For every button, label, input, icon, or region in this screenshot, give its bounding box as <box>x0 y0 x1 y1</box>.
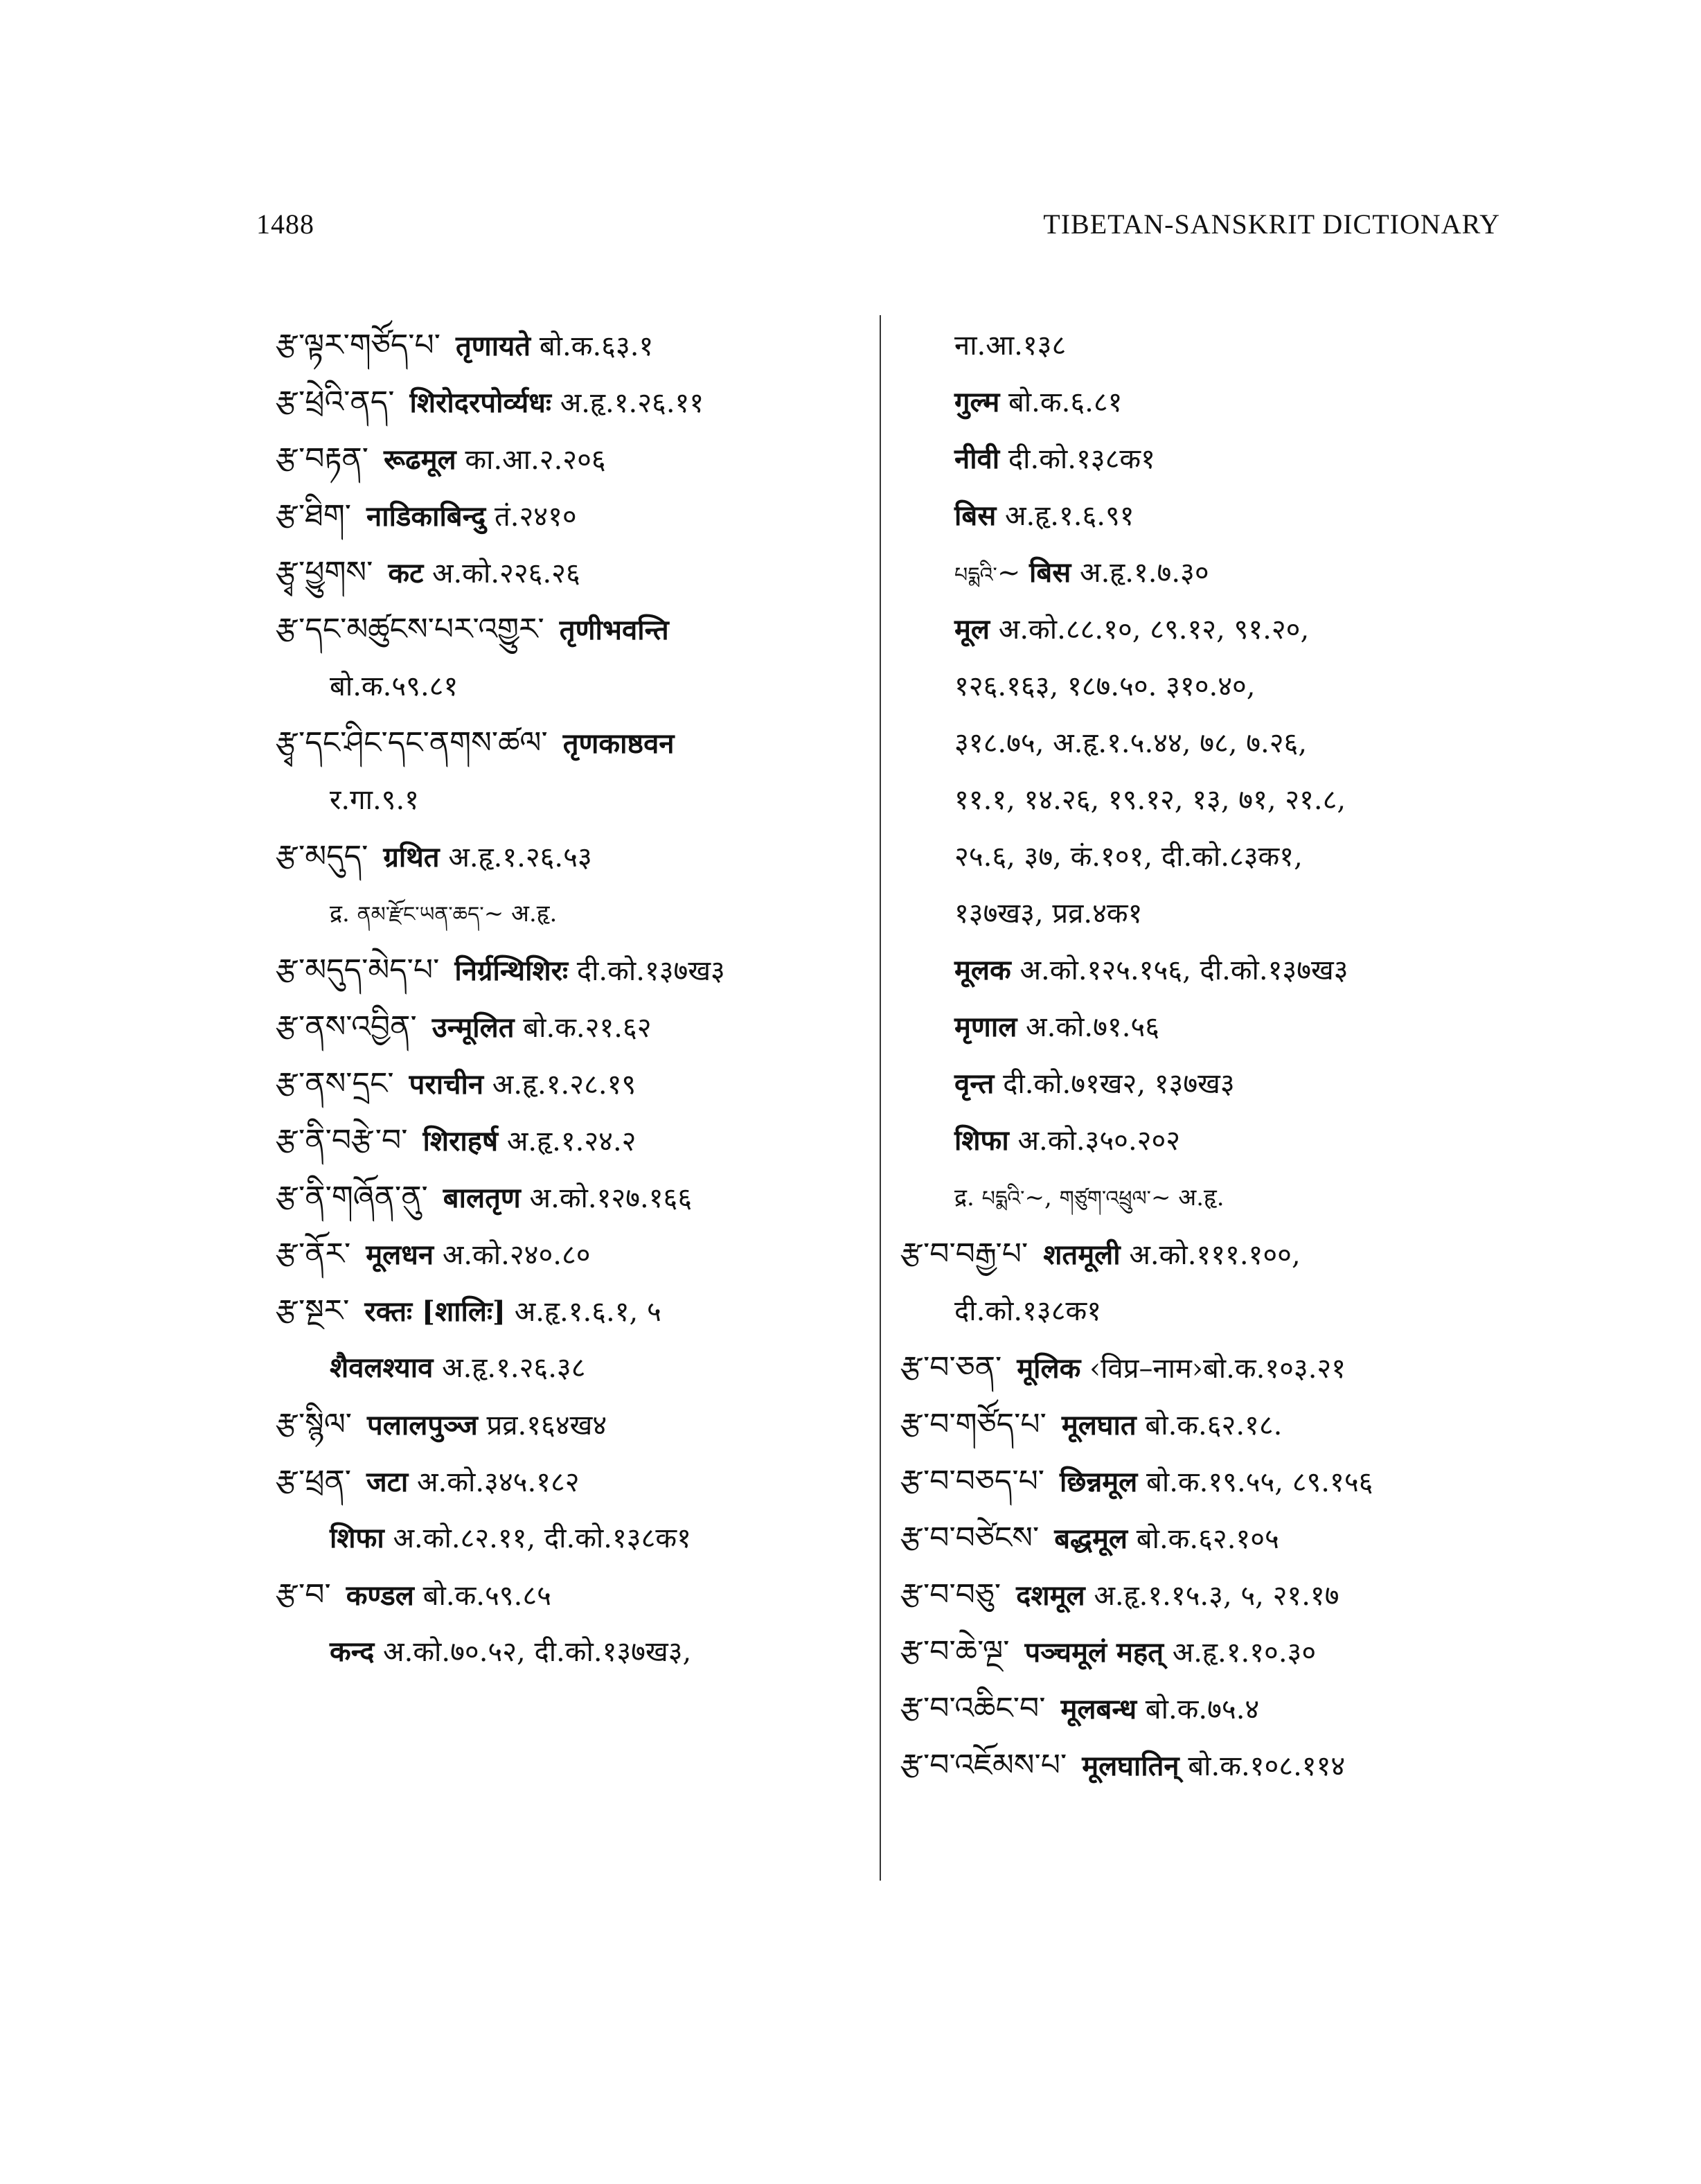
sanskrit-term: कट <box>388 557 424 589</box>
tilde-mark: ~ अ.हृ. <box>1150 1184 1224 1211</box>
dictionary-line <box>900 1453 1524 1510</box>
tibetan-term: རྩ་ལྟར་གཙོད་པ་ <box>276 328 440 363</box>
sanskrit-term: बिस <box>954 499 997 532</box>
dictionary-line <box>900 999 1524 1056</box>
sanskrit-term: रक्तः [शालिः] <box>364 1295 506 1328</box>
dictionary-line <box>276 1283 871 1340</box>
tibetan-term: རྩ་ནི་གཞོན་ནུ་ <box>276 1180 428 1215</box>
tibetan-term: རྩ་མདུད་ <box>276 839 368 874</box>
tibetan-term: རྩ་ནི་བརྩེ་བ་ <box>276 1123 408 1158</box>
sanskrit-term: तृणकाष्ठवन <box>562 727 675 760</box>
dictionary-line <box>276 544 871 601</box>
source-reference: अ.हृ.१.२६.३८ <box>442 1352 586 1384</box>
source-reference: अ.को.८८.१०, ८९.१२, ९१.२०, <box>998 614 1310 646</box>
sanskrit-term: उन्मूलित <box>431 1011 515 1044</box>
tibetan-term: རྩ་སྙིལ་ <box>276 1407 353 1442</box>
dictionary-line <box>276 1226 871 1283</box>
dictionary-line <box>276 1453 871 1510</box>
dictionary-line <box>900 828 1524 885</box>
dictionary-line <box>276 1567 871 1624</box>
dictionary-line <box>900 374 1524 431</box>
dictionary-line <box>276 1112 871 1169</box>
dictionary-line <box>276 772 871 828</box>
sanskrit-term: मृणाल <box>954 1011 1017 1043</box>
sanskrit-term: मूलक <box>954 954 1011 986</box>
dictionary-line <box>276 374 871 431</box>
sanskrit-term: शिफा <box>954 1124 1009 1157</box>
dictionary-line <box>276 1340 871 1396</box>
column-divider <box>880 315 881 1881</box>
sanskrit-term: बिस <box>1029 556 1071 589</box>
tibetan-term: པདྨའི་ <box>954 563 997 587</box>
source-reference: अ.हृ.१.२८.१९ <box>492 1069 636 1101</box>
sanskrit-term: मूलघात <box>1061 1409 1137 1441</box>
source-reference: अ.को.१११.१००, <box>1129 1239 1301 1271</box>
sanskrit-term: ग्रथित <box>383 841 440 873</box>
dictionary-line <box>900 1283 1524 1340</box>
source-reference: प्रव्र.१६४ख४ <box>486 1410 607 1441</box>
source-reference: अ.हृ.१.६.९१ <box>1004 500 1134 532</box>
dictionary-line <box>276 1169 871 1226</box>
sanskrit-term: मूलबन्ध <box>1060 1693 1137 1725</box>
tibetan-term: རྩ་བ་བཅད་པ་ <box>900 1464 1045 1499</box>
dictionary-line <box>900 1567 1524 1624</box>
source-reference: बो.क.५९.८१ <box>330 671 458 702</box>
source-reference: ३१८.७५, अ.हृ.१.५.४४, ७८, ७.२६, <box>954 727 1308 759</box>
tibetan-term: རྩ་བ་གཙོད་པ་ <box>900 1407 1047 1442</box>
source-reference: बो.क.१०८.११४ <box>1188 1750 1346 1782</box>
tibetan-term: རྩ་ནས་དྲང་ <box>276 1066 394 1101</box>
dictionary-line <box>900 601 1524 658</box>
source-reference: बो.क.५९.८५ <box>422 1580 551 1612</box>
source-reference: दी.को.७१ख२, १३७ख३ <box>1003 1068 1235 1100</box>
source-reference: दी.को.१३८क१ <box>1008 443 1155 475</box>
dictionary-line <box>276 942 871 999</box>
source-reference: अ.को.१२५.१५६, दी.को.१३७ख३ <box>1019 955 1348 986</box>
sanskrit-term: तृणीभवन्ति <box>559 614 669 646</box>
tibetan-term: རྩ་ཕྲེའི་ནད་ <box>276 384 395 420</box>
source-reference: अ.को.७०.५२, दी.को.१३७ख३, <box>383 1636 692 1668</box>
source-reference: अ.हृ.१.२४.२ <box>506 1126 636 1157</box>
sanskrit-term: कन्द <box>330 1635 375 1668</box>
source-reference: ‹विप्र–नाम›बो.क.१०३.२१ <box>1089 1353 1346 1385</box>
source-reference: ना.आ.१३८ <box>954 330 1067 362</box>
dictionary-line <box>900 1680 1524 1737</box>
dictionary-line <box>276 715 871 772</box>
source-reference: बो.क.६.८१ <box>1008 387 1123 418</box>
source-reference: बो.क.७५.४ <box>1145 1694 1260 1725</box>
tibetan-term: རྩ་ནོར་ <box>276 1236 351 1272</box>
tibetan-term: རྩ་བ་ཆེ་ལྔ་ <box>900 1634 1010 1669</box>
right-column <box>900 317 1524 1794</box>
source-reference: दी.को.१३८क१ <box>954 1295 1102 1327</box>
tibetan-term: ནམ་རྫོང་ཡན་ཆད་ <box>357 903 484 927</box>
dictionary-line <box>900 942 1524 999</box>
sanskrit-term: दशमूल <box>1016 1579 1085 1612</box>
tibetan-term: རྩ་བ་འཇོམས་པ་ <box>900 1748 1067 1783</box>
sanskrit-term: गुल्म <box>954 386 1000 418</box>
tilde-mark: ~ अ.हृ. <box>483 900 558 927</box>
source-reference: अ.को.७१.५६ <box>1026 1011 1160 1043</box>
dictionary-line <box>900 1056 1524 1112</box>
tibetan-term: རྩ་བ་འཆིང་བ་ <box>900 1691 1046 1726</box>
dictionary-line <box>276 885 871 942</box>
tibetan-term: རྩ་བ་བཙེངས་ <box>900 1520 1040 1556</box>
dictionary-line <box>900 772 1524 828</box>
sanskrit-term: वृन्त <box>954 1067 995 1100</box>
source-reference: अ.को.१२७.१६६ <box>529 1182 693 1214</box>
sanskrit-term: मूलधन <box>366 1239 434 1271</box>
source-reference: अ.हृ.१.१५.३, ५, २१.१७ <box>1094 1580 1339 1612</box>
dictionary-line <box>900 1510 1524 1567</box>
dictionary-line <box>900 715 1524 772</box>
tibetan-term: རྩ་ནས་འབྱིན་ <box>276 1009 417 1045</box>
tibetan-term: རྩ་སྔར་ <box>276 1293 350 1329</box>
sanskrit-term: बद्धमूल <box>1054 1522 1128 1555</box>
dictionary-line <box>276 317 871 374</box>
tibetan-term: གཙུག་འཕྲུལ་ <box>1059 1187 1151 1211</box>
source-reference: का.आ.२.२०६ <box>465 444 606 476</box>
sanskrit-term: जटा <box>366 1466 409 1498</box>
dictionary-line <box>276 658 871 715</box>
sanskrit-term: शैवलश्याव <box>330 1351 434 1384</box>
source-reference: दी.को.१३७ख३ <box>576 955 725 987</box>
tibetan-term: པདྨའི་ <box>981 1187 1025 1211</box>
source-reference: अ.हृ.१.२६.११ <box>560 387 704 419</box>
dictionary-line <box>276 1396 871 1453</box>
dictionary-line <box>900 658 1524 715</box>
sanskrit-term: पञ्चमूलं महत् <box>1024 1636 1164 1669</box>
dictionary-line <box>900 1340 1524 1396</box>
sanskrit-term: बालतृण <box>443 1182 521 1214</box>
dictionary-line <box>900 1226 1524 1283</box>
sanskrit-term: शिफा <box>330 1522 384 1554</box>
dictionary-line <box>900 1112 1524 1169</box>
dictionary-line <box>900 488 1524 544</box>
tibetan-term: རྩ་བརྟན་ <box>276 441 369 477</box>
source-reference: अ.हृ.१.२६.५३ <box>448 842 592 873</box>
dictionary-line <box>900 1396 1524 1453</box>
source-reference: २५.६, ३७, कं.१०१, दी.को.८३क१, <box>954 841 1303 873</box>
dictionary-line <box>276 828 871 885</box>
dictionary-line <box>276 1624 871 1680</box>
source-reference: र.गा.९.१ <box>330 784 419 816</box>
sanskrit-term: रूढमूल <box>384 443 456 476</box>
source-reference: अ.को.८२.११, दी.को.१३८क१ <box>393 1522 691 1554</box>
sanskrit-term: कण्डल <box>346 1579 414 1612</box>
source-reference: बो.क.६२.१८. <box>1145 1410 1283 1441</box>
dictionary-line <box>900 317 1524 374</box>
dictionary-line <box>900 1624 1524 1680</box>
sanskrit-term: छिन्नमूल <box>1060 1466 1138 1498</box>
dictionary-line <box>900 885 1524 942</box>
source-reference: १३७ख३, प्रव्र.४क१ <box>954 898 1143 930</box>
tibetan-term: རྩྭ་དང་ཤིང་དང་ནགས་ཚལ་ <box>276 725 548 761</box>
tibetan-term: རྩ་བ་བརྒྱ་པ་ <box>900 1236 1028 1272</box>
tibetan-term: རྩ་དང་མཚུངས་པར་འགྱུར་ <box>276 612 544 647</box>
tibetan-term: རྩྭ་ཕྱུགས་ <box>276 555 373 590</box>
source-reference: अ.को.२४०.८० <box>442 1239 591 1271</box>
left-column <box>276 317 871 1680</box>
source-reference: बो.क.६३.१ <box>539 330 654 362</box>
sanskrit-term: शिराहर्ष <box>422 1125 499 1157</box>
dictionary-line <box>900 431 1524 488</box>
source-reference: १२६.१६३, १८७.५०. ३१०.४०, <box>954 671 1256 702</box>
tibetan-term: རྩ་བ་བཅུ་ <box>900 1577 1001 1613</box>
sanskrit-term: मूलघातिन् <box>1082 1750 1179 1782</box>
tibetan-term: རྩ་ཕྲན་ <box>276 1464 352 1499</box>
source-reference: अ.को.३४५.१८२ <box>416 1466 580 1498</box>
source-reference: बो.क.१९.५५, ८९.१५६ <box>1146 1466 1373 1498</box>
dictionary-line <box>900 544 1524 601</box>
sanskrit-term: तृणायते <box>456 330 531 362</box>
running-title: TIBETAN-SANSKRIT DICTIONARY <box>1043 208 1500 240</box>
source-reference: अ.हृ.१.६.१, ५ <box>514 1296 661 1328</box>
dictionary-line <box>276 1510 871 1567</box>
tibetan-term: རྩ་བ་ཅན་ <box>900 1350 1002 1385</box>
source-reference: बो.क.२१.६२ <box>523 1012 652 1044</box>
dictionary-line <box>900 1169 1524 1226</box>
tibetan-term: རྩ་མདུད་མེད་པ་ <box>276 952 440 988</box>
cross-ref-marker: द्र. <box>954 1184 982 1211</box>
tibetan-term: རྩ་བ་ <box>276 1577 331 1613</box>
dictionary-line <box>276 601 871 658</box>
source-reference: तं.२४१० <box>494 501 577 533</box>
dictionary-line <box>276 999 871 1056</box>
cross-ref-marker: द्र. <box>330 900 357 927</box>
source-reference: बो.क.६२.१०५ <box>1136 1523 1279 1555</box>
sanskrit-term: शिरोदरपोर्व्यधः <box>409 387 551 419</box>
sanskrit-term: नाडिकाबिन्दु <box>366 500 486 533</box>
dictionary-line <box>276 488 871 544</box>
page-number: 1488 <box>256 208 314 240</box>
sanskrit-term: निर्ग्रन्थिशिरः <box>454 955 569 987</box>
tilde-mark: ~, <box>1024 1184 1060 1211</box>
sanskrit-term: शतमूली <box>1043 1239 1121 1271</box>
source-reference: अ.हृ.१.१०.३० <box>1172 1637 1317 1669</box>
source-reference: अ.को.३५०.२०२ <box>1017 1125 1181 1157</box>
tilde-mark: ~ <box>997 557 1030 589</box>
dictionary-line <box>276 431 871 488</box>
sanskrit-term: मूल <box>954 613 990 646</box>
source-reference: अ.को.२२६.२६ <box>431 558 580 589</box>
tibetan-term: རྩ་ཐིག་ <box>276 498 352 533</box>
dictionary-line <box>900 1737 1524 1794</box>
dictionary-line <box>276 1056 871 1112</box>
source-reference: ११.१, १४.२६, १९.१२, १३, ७१, २१.८, <box>954 784 1346 816</box>
sanskrit-term: नीवी <box>954 443 1000 475</box>
sanskrit-term: पराचीन <box>409 1068 484 1101</box>
sanskrit-term: मूलिक <box>1017 1352 1081 1385</box>
sanskrit-term: पलालपुञ्ज <box>367 1409 478 1441</box>
source-reference: अ.हृ.१.७.३० <box>1080 557 1209 589</box>
